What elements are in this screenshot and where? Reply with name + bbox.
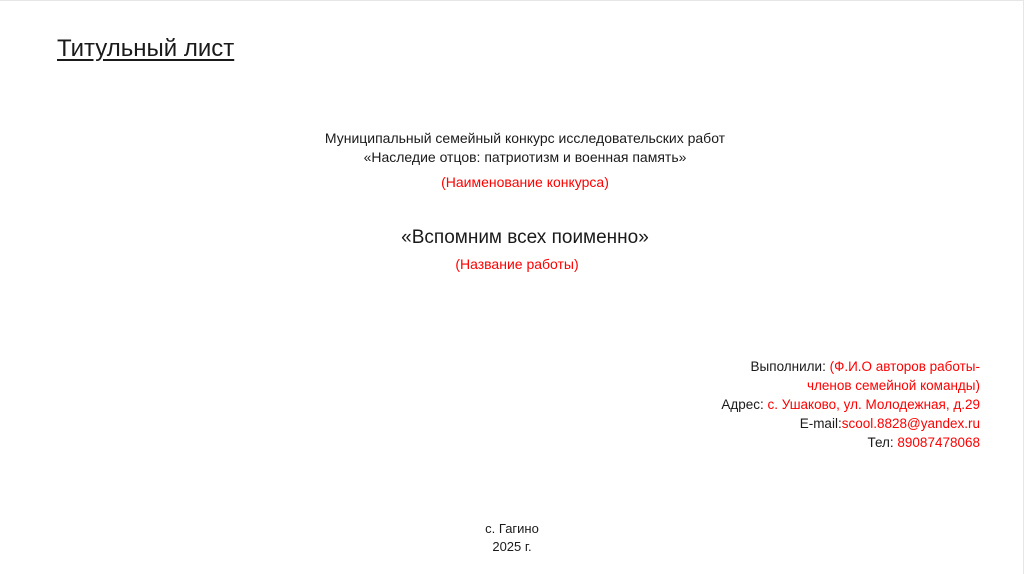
contest-name-hint: (Наименование конкурса)	[441, 174, 609, 190]
address-label: Адрес:	[721, 397, 768, 412]
phone-label: Тел:	[867, 435, 898, 450]
performed-value-continued: членов семейной команды)	[806, 378, 980, 393]
email-label: E-mail:	[799, 416, 842, 431]
email-value: scool.8828@yandex.ru	[841, 416, 980, 431]
email-row	[721, 414, 980, 433]
footer-year: 2025 г.	[492, 539, 532, 554]
contest-name	[0, 129, 1024, 167]
contest-line-2: «Наследие отцов: патриотизм и военная память»	[363, 149, 687, 165]
performed-value: (Ф.И.О авторов работы-	[829, 359, 980, 374]
phone-row	[721, 433, 980, 452]
authors-block	[721, 357, 980, 452]
address-row	[721, 395, 980, 414]
work-title-hint: (Название работы)	[455, 256, 579, 272]
work-title: «Вспомним всех поименно»	[401, 227, 649, 248]
performed-label: Выполнили:	[750, 359, 830, 374]
footer-place-year	[0, 520, 1024, 556]
phone-value: 89087478068	[897, 435, 980, 450]
page-heading: Титульный лист	[57, 35, 235, 62]
address-value: с. Ушаково, ул. Молодежная, д.29	[767, 397, 980, 412]
footer-place: с. Гагино	[485, 521, 539, 536]
contest-line-1: Муниципальный семейный конкурс исследовательских работ	[324, 130, 726, 146]
performed-row	[721, 357, 980, 376]
